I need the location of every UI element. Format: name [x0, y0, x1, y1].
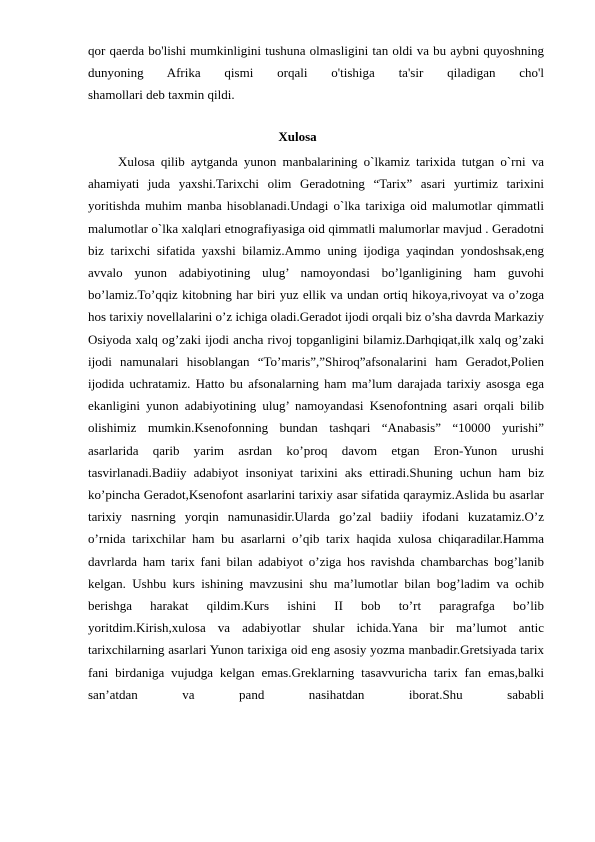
intro-text	[88, 40, 544, 107]
intro-paragraph: qor qaerda bo'lishi mumkinligini tushuna olmasligini tan oldi va bu aybni quyoshning dunyoning Afrika qismi orqali o'tishiga ta'sir qiladigan cho'l	[88, 43, 544, 81]
conclusion-text	[88, 151, 544, 706]
section-heading: Xulosa	[278, 129, 317, 144]
conclusion-paragraph: Xulosa qilib aytganda yunon manbalarining o`lkamiz tarixida tutgan o`rni va ahamiyati juda yaxshi.Tarixchi olim Geradotning “Tarix” asari yurtimiz tarixini yoritishda muhim manba hisoblanadi.Undagi o`lka tarixiga oid malumotlar qimmatli malumotlar o`lka xalqlari etnografiyasiga oid qimmatli malumorlar mavjud . Geradotni biz tarixchi sifatida yaxshi bilamiz.Ammo uning ijodiga yaqindan yondoshsak,eng avvalo yunon adabiyotining ulug’ namoyondasi bo’lganligining ham guvohi bo’lamiz.To’qqiz kitobning har biri yuz ellik va undan ortiq hikoya,rivoyat va o’zoga hos tarixiy novellalarini o’z ichiga oladi.Geradot ijodi orqali biz o’sha davrda Markaziy Osiyoda xalq og’zaki ijodi ancha rivoj topganligini bilamiz.Darhqiqat,ilk xalq og’zaki ijodi namunalari hisoblangan “To’maris”,”Shiroq”afsonalarini ham Geradot,Polien ijodida uchratamiz. Hatto bu afsonalarning ham ma’lum darajada tarixiy asosga ega ekanligini yunon adabiyotining ulug’ namoyandasi Ksenofontning asari orqali bilib olishimiz mumkin.Ksenofonning bundan tashqari “Anabasis” “10000 yurishi” asarlarida qarib yarim asrdan ko’proq davom etgan Eron-Yunon urushi tasvirlanadi.Badiiy adabiyot insoniyat tarixini aks ettiradi.Shuning uchun ham biz ko’pincha Geradot,Ksenofont asarlarini tarixiy asar sifatida qaraymiz.Aslida bu asarlar tarixiy nasrning yorqin namunasidir.Ularda go’zal badiiy ifodani kuzatamiz.O’z o’rnida tarixchilar ham bu asarlarni o’qib tarix haqida xulosa chiqaradilar.Hamma davrlarda ham tarix fani bilan adabiyot o’ziga hos ravishda chambarchas bog’lanib kelgan. Ushbu kurs ishining mavzusini shu ma’lumotlar bilan bog’ladim va ochib berishga harakat qildim.Kurs ishini II bob to’rt paragrafga bo’lib yoritdim.Kirish,xulosa va adabiyotlar shular ichida.Yana bir ma’lumot antic tarixchilarning asarlari Yunon tarixiga oid eng asosiy yozma manbadir.Gretsiyada tarix fani birdaniga vujudga kelgan emas.Greklarning tasavvuricha tarix fan emas,balki san’atdan va pand nasihatdan iborat.Shu sababli	[88, 154, 544, 702]
intro-last-line: shamollari deb taxmin qildi.	[88, 87, 235, 103]
